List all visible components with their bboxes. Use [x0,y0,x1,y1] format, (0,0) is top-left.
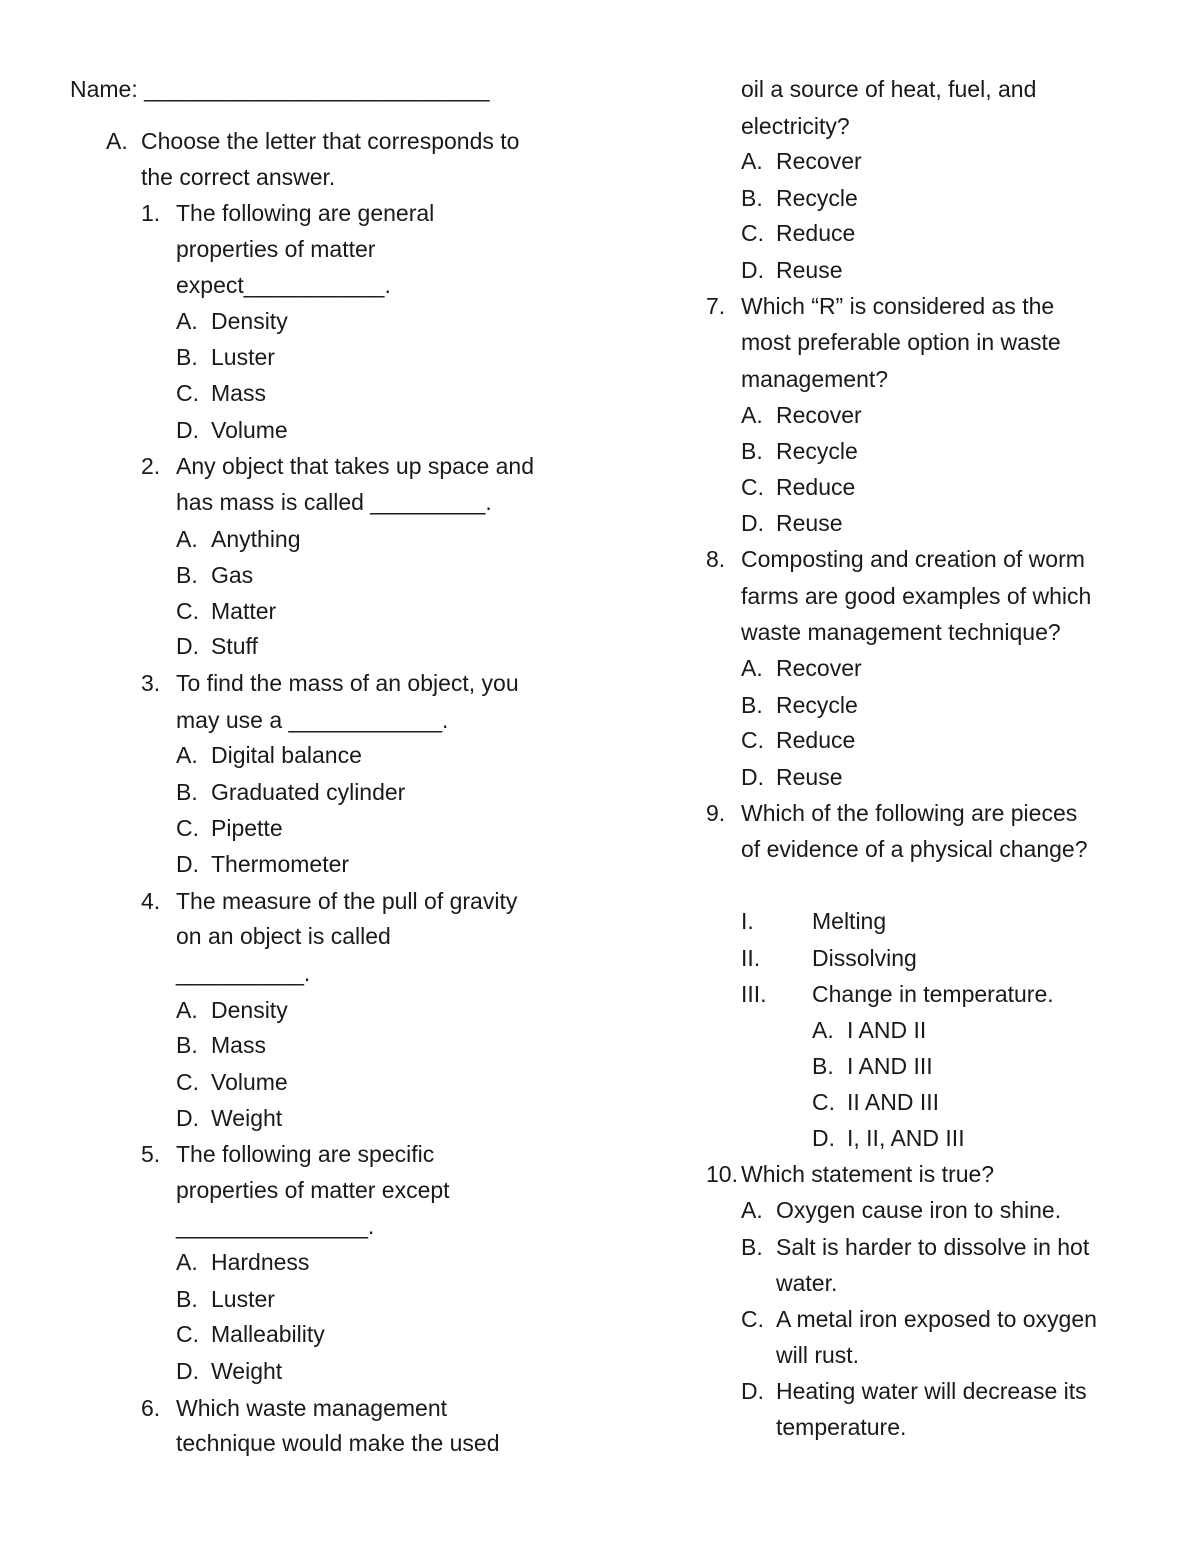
choice-letter: C. [741,474,764,500]
statement-numeral: II. [741,945,761,971]
choice-text: II AND III [847,1089,940,1115]
choice-text: Reduce [776,727,856,753]
choice-letter: C. [176,598,199,624]
choice-letter: A. [812,1017,834,1043]
question-number: 2. [141,453,161,479]
statement-text: Dissolving [812,945,917,971]
choice-text: I AND III [847,1053,933,1079]
question-text: technique would make the used [176,1430,500,1456]
choice-letter: D. [176,633,199,659]
question-text: Composting and creation of worm [741,546,1085,572]
choice-text: water. [776,1270,838,1296]
question-text: management? [741,366,889,392]
choice-text: Density [211,997,288,1023]
question-number: 5. [141,1141,161,1167]
question-number: 10. [706,1161,738,1187]
choice-letter: A. [176,526,198,552]
choice-letter: C. [176,815,199,841]
choice-letter: A. [176,1249,198,1275]
choice-letter: B. [176,1286,198,1312]
statement-numeral: III. [741,981,767,1007]
choice-letter: B. [741,1234,763,1260]
question-number: 7. [706,293,726,319]
section-instruction: the correct answer. [141,164,336,190]
choice-letter: B. [176,1032,198,1058]
question-text: _______________. [176,1213,375,1239]
choice-text: I, II, AND III [847,1125,965,1151]
choice-text: temperature. [776,1414,907,1440]
choice-letter: C. [176,380,199,406]
choice-text: Recycle [776,438,858,464]
choice-text: Reduce [776,220,856,246]
choice-text: Recover [776,148,862,174]
choice-letter: B. [176,779,198,805]
choice-text: will rust. [776,1342,860,1368]
question-number: 8. [706,546,726,572]
choice-letter: A. [741,655,763,681]
choice-text: Graduated cylinder [211,779,406,805]
choice-letter: D. [176,417,199,443]
choice-letter: C. [812,1089,835,1115]
choice-letter: D. [176,1358,199,1384]
choice-letter: A. [741,1197,763,1223]
choice-text: Stuff [211,633,258,659]
question-text: farms are good examples of which [741,583,1092,609]
question-text: The following are general [176,200,435,226]
question-text: most preferable option in waste [741,329,1061,355]
choice-text: Volume [211,417,288,443]
choice-letter: A. [176,308,198,334]
choice-text: Mass [211,380,266,406]
choice-text: I AND II [847,1017,927,1043]
choice-text: A metal iron exposed to oxygen [776,1306,1097,1332]
choice-text: Malleability [211,1321,325,1347]
choice-text: Oxygen cause iron to shine. [776,1197,1062,1223]
choice-letter: B. [741,438,763,464]
question-text: oil a source of heat, fuel, and [741,76,1037,102]
section-letter: A. [106,128,128,154]
choice-text: Hardness [211,1249,310,1275]
question-number: 1. [141,200,161,226]
question-text: has mass is called _________. [176,489,492,515]
choice-text: Weight [211,1358,283,1384]
choice-letter: A. [176,742,198,768]
choice-text: Gas [211,562,254,588]
question-text: The following are specific [176,1141,435,1167]
choice-text: Salt is harder to dissolve in hot [776,1234,1090,1260]
choice-text: Luster [211,1286,275,1312]
choice-letter: D. [812,1125,835,1151]
choice-text: Reduce [776,474,856,500]
question-number: 6. [141,1395,161,1421]
question-text: To find the mass of an object, you [176,670,519,696]
choice-letter: A. [741,148,763,174]
choice-text: Reuse [776,510,843,536]
choice-text: Weight [211,1105,283,1131]
statement-text: Change in temperature. [812,981,1054,1007]
question-text: __________. [176,960,311,986]
choice-letter: B. [176,562,198,588]
choice-letter: D. [741,257,764,283]
question-text: properties of matter except [176,1177,450,1203]
question-text: Which statement is true? [741,1161,995,1187]
choice-letter: C. [176,1321,199,1347]
choice-letter: D. [176,1105,199,1131]
choice-text: Reuse [776,764,843,790]
section-instruction: Choose the letter that corresponds to [141,128,520,154]
question-number: 9. [706,800,726,826]
question-number: 4. [141,888,161,914]
choice-letter: B. [741,692,763,718]
choice-letter: C. [741,1306,764,1332]
choice-letter: A. [176,997,198,1023]
choice-letter: D. [176,851,199,877]
choice-text: Anything [211,526,301,552]
choice-letter: B. [176,344,198,370]
choice-text: Recover [776,402,862,428]
question-number: 3. [141,670,161,696]
choice-letter: B. [741,185,763,211]
question-text: waste management technique? [741,619,1061,645]
choice-text: Pipette [211,815,283,841]
choice-letter: D. [741,1378,764,1404]
choice-text: Luster [211,344,275,370]
choice-text: Recycle [776,692,858,718]
question-text: Which waste management [176,1395,448,1421]
name-field-label: Name: ___________________________ [70,76,490,102]
choice-letter: A. [741,402,763,428]
choice-text: Mass [211,1032,266,1058]
statement-numeral: I. [741,908,754,934]
question-text: electricity? [741,113,850,139]
question-text: may use a ____________. [176,707,449,733]
question-text: Any object that takes up space and [176,453,535,479]
choice-text: Recycle [776,185,858,211]
choice-text: Thermometer [211,851,350,877]
question-text: The measure of the pull of gravity [176,888,518,914]
question-text: on an object is called [176,923,391,949]
choice-text: Volume [211,1069,288,1095]
choice-letter: C. [176,1069,199,1095]
question-text: of evidence of a physical change? [741,836,1088,862]
question-text: Which “R” is considered as the [741,293,1055,319]
choice-text: Digital balance [211,742,362,768]
choice-letter: D. [741,510,764,536]
choice-letter: C. [741,220,764,246]
choice-text: Recover [776,655,862,681]
choice-text: Heating water will decrease its [776,1378,1087,1404]
choice-text: Density [211,308,288,334]
choice-text: Reuse [776,257,843,283]
choice-text: Matter [211,598,277,624]
question-text: Which of the following are pieces [741,800,1078,826]
choice-letter: C. [741,727,764,753]
choice-letter: D. [741,764,764,790]
question-text: properties of matter [176,236,376,262]
choice-letter: B. [812,1053,834,1079]
statement-text: Melting [812,908,887,934]
question-text: expect___________. [176,272,391,298]
